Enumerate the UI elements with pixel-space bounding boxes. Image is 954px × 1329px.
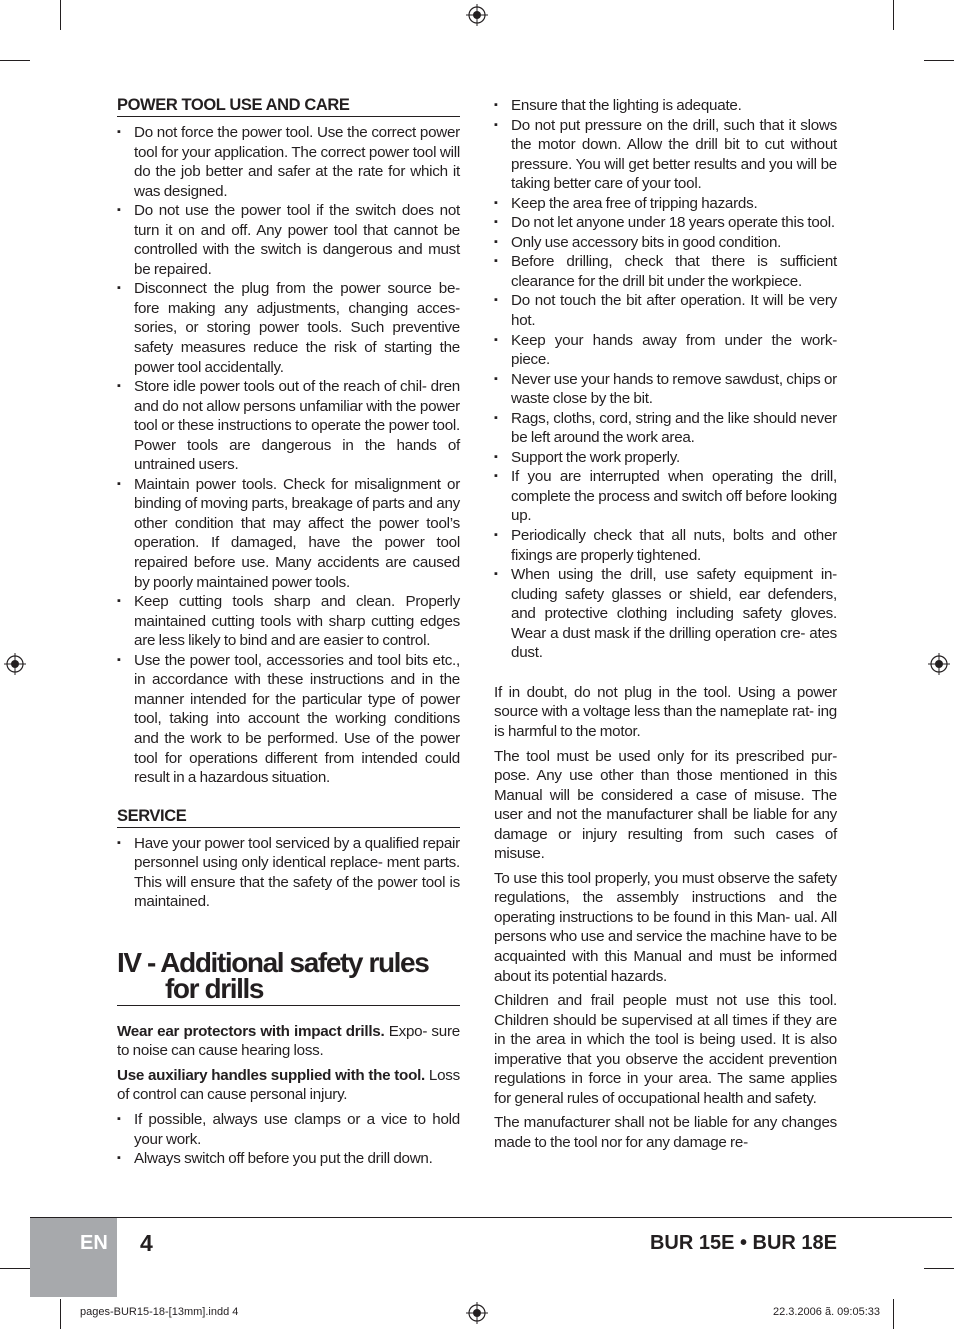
model-name: BUR 15E • BUR 18E [649,1232,837,1254]
bullet-icon: ▪ [494,235,498,248]
list-item: ▪ Never use your hands to remove sawdust, chips or waste close by the bit. [494,370,837,408]
bullet-icon: ▪ [494,99,498,111]
bullet-icon: ▪ [494,294,498,307]
list-item: ▪ Do not put pressure on the drill, such that it slows the motor down. Allow the drill bit to cut without pressure. You will get better results and you will be taking better care of your tool. [494,116,837,193]
drill-safety-list [494,96,837,663]
list-item: ▪ Do not let anyone under 18 years operate this tool. [494,214,835,232]
bullet-icon: ▪ [117,836,121,849]
paragraph: The tool must be used only for its prescribed pur- pose. Any use other than those mentioned in this Manual will be considered a case of misuse. The user and not the manufacturer shall be liable for any damage or injury resulting from such cases of misuse. [494,747,837,863]
service-list [117,834,460,912]
crop-mark [60,1299,61,1329]
list-item: ▪ Ensure that the lighting is adequate. [494,97,742,114]
bullet-icon: ▪ [494,470,498,483]
crop-mark [893,0,894,30]
slug-date: 22.3.2006 ã. 09:05:33 [772,1306,880,1318]
list-item: ▪ Always switch off before you put the drill down. [117,1150,433,1168]
list-item: ▪ Do not use the power tool if the switch does not turn it on and off. Any power tool that cannot be controlled with the switch is dangerous and must be repaired. [117,202,460,278]
crop-mark [60,0,61,30]
paragraph: Children and frail people must not use this tool. Children should be supervised at all times if they are in the area in which the tool is being used. It is also imperative that you observe the accident prevention regulations in force in your area. The same applies for general rules of occupational health and safety. [494,992,837,1107]
bullet-icon: ▪ [494,411,498,424]
list-item: ▪ Do not touch the bit after operation. It will be very hot. [494,292,837,330]
bullet-icon: ▪ [494,216,498,229]
bullet-icon: ▪ [117,477,121,490]
bullet-icon: ▪ [494,118,498,131]
list-item: ▪ Only use accessory bits in good condition. [494,233,782,251]
list-item: ▪ When using the drill, use safety equipment in- cluding safety glasses or shield, ear defenders, and protective clothing including safety gloves. Wear a dust mask if the drilling operation cre- ates dust. [494,566,837,662]
power-tool-list [117,123,460,788]
slug-file: pages-BUR15-18-[13mm].indd 4 [80,1306,239,1318]
bullet-icon: ▪ [494,333,498,346]
registration-mark-icon [466,4,488,26]
bullet-icon: ▪ [117,653,121,666]
bullet-icon: ▪ [117,1112,121,1125]
footer-rule [30,1217,952,1218]
paragraph: Wear ear protectors with impact drills. Expo- sure to noise can cause hearing loss. [117,1022,460,1060]
left-column [117,96,460,1169]
list-item: ▪ Disconnect the plug from the power source be- fore making any adjustments, changing acces- sories, or storing power tools. Such preventive safety measures reduce the risk of starting the power tool accidentally. [117,280,460,376]
bullet-icon: ▪ [117,380,121,393]
power-tool-heading: POWER TOOL USE AND CARE [117,96,460,117]
registration-mark-icon [466,1302,488,1324]
bullet-icon: ▪ [494,196,498,209]
bullet-icon: ▪ [117,126,121,138]
crop-mark [924,60,954,61]
list-item: ▪ If possible, always use clamps or a vice to hold your work. [117,1110,460,1148]
language-label: EN [80,1232,108,1254]
language-tab [30,1218,117,1297]
bullet-icon: ▪ [117,282,121,295]
registration-mark-icon [4,653,26,675]
bullet-icon: ▪ [117,204,121,217]
chapter-title [117,946,460,1006]
chapter-title-line-2: for drills [165,972,264,1004]
bullet-icon: ▪ [494,529,498,542]
list-item: ▪ Keep the area free of tripping hazards. [494,194,758,212]
paragraph: Use auxiliary handles supplied with the tool. Loss of control can cause personal injury. [117,1066,460,1104]
page-number: 4 [140,1230,153,1256]
list-item: ▪ Rags, cloths, cord, string and the like should never be left around the work area. [494,409,837,447]
bullet-icon: ▪ [117,1152,121,1165]
list-item: ▪ Store idle power tools out of the reach of chil- dren and do not allow persons unfamiliar with the power tool or these instructions to operate the power tool. Power tools are dangerous in the hands of untrained users. [117,378,460,474]
bullet-icon: ▪ [494,255,498,268]
crop-mark [0,60,30,61]
list-item: ▪ Use the power tool, accessories and tool bits etc., in accordance with these instructions and in the manner intended for the particular type of power tool, taking into account the working conditions and the work to be performed. Use of the power tool for operations different from intended could result in a hazardous situation. [117,651,460,787]
list-item: ▪ Before drilling, check that there is sufficient clearance for the drill bit under the workpiece. [494,253,837,290]
paragraph: To use this tool properly, you must observe the safety regulations, the assembly instructions and the operating instructions to be found in this Man- ual. All persons who use and service the machine have to be acquainted with this Manual and must be informed about its potential hazards. [494,869,837,985]
list-item: ▪ Periodically check that all nuts, bolts and other fixings are properly tightened. [494,527,837,564]
paragraph: The manufacturer shall not be liable for any changes made to the tool nor for any damage re- [494,1114,837,1151]
crop-mark [924,1268,954,1269]
crop-mark [893,1299,894,1329]
list-item: ▪ Support the work properly. [494,448,680,466]
bullet-icon: ▪ [494,372,498,385]
drill-list [117,1110,460,1169]
registration-mark-icon [928,653,950,675]
list-item: ▪ Keep cutting tools sharp and clean. Properly maintained cutting tools with sharp cutting edges are less likely to bind and are easier to control. [117,593,460,650]
bullet-icon: ▪ [494,568,498,581]
paragraph: If in doubt, do not plug in the tool. Using a power source with a voltage less than the nameplate rat- ing is harmful to the motor. [494,683,837,740]
list-item: ▪ Do not force the power tool. Use the correct power tool for your application. The correct power tool will do the job better and safer at the rate for which it was designed. [117,124,460,200]
list-item: ▪ Keep your hands away from under the work- piece. [494,331,837,369]
bullet-icon: ▪ [494,450,498,463]
chapter-title-line-1: IV - Additional safety rules [117,946,429,978]
list-item: ▪ If you are interrupted when operating the drill, complete the process and switch off before looking up. [494,468,837,525]
bullet-icon: ▪ [117,595,121,608]
right-column [494,96,837,1157]
list-item: ▪ Maintain power tools. Check for misalignment or binding of moving parts, breakage of parts and any other condition that may affect the power tool’s operation. If damaged, have the power tool repaired before use. Many accidents are caused by poorly maintained power tools. [117,475,460,591]
service-heading: SERVICE [117,807,460,828]
crop-mark [0,1268,30,1269]
list-item: ▪ Have your power tool serviced by a qualified repair personnel using only identical replace- ment parts. This will ensure that the safety of the power tool is maintained. [117,834,460,911]
